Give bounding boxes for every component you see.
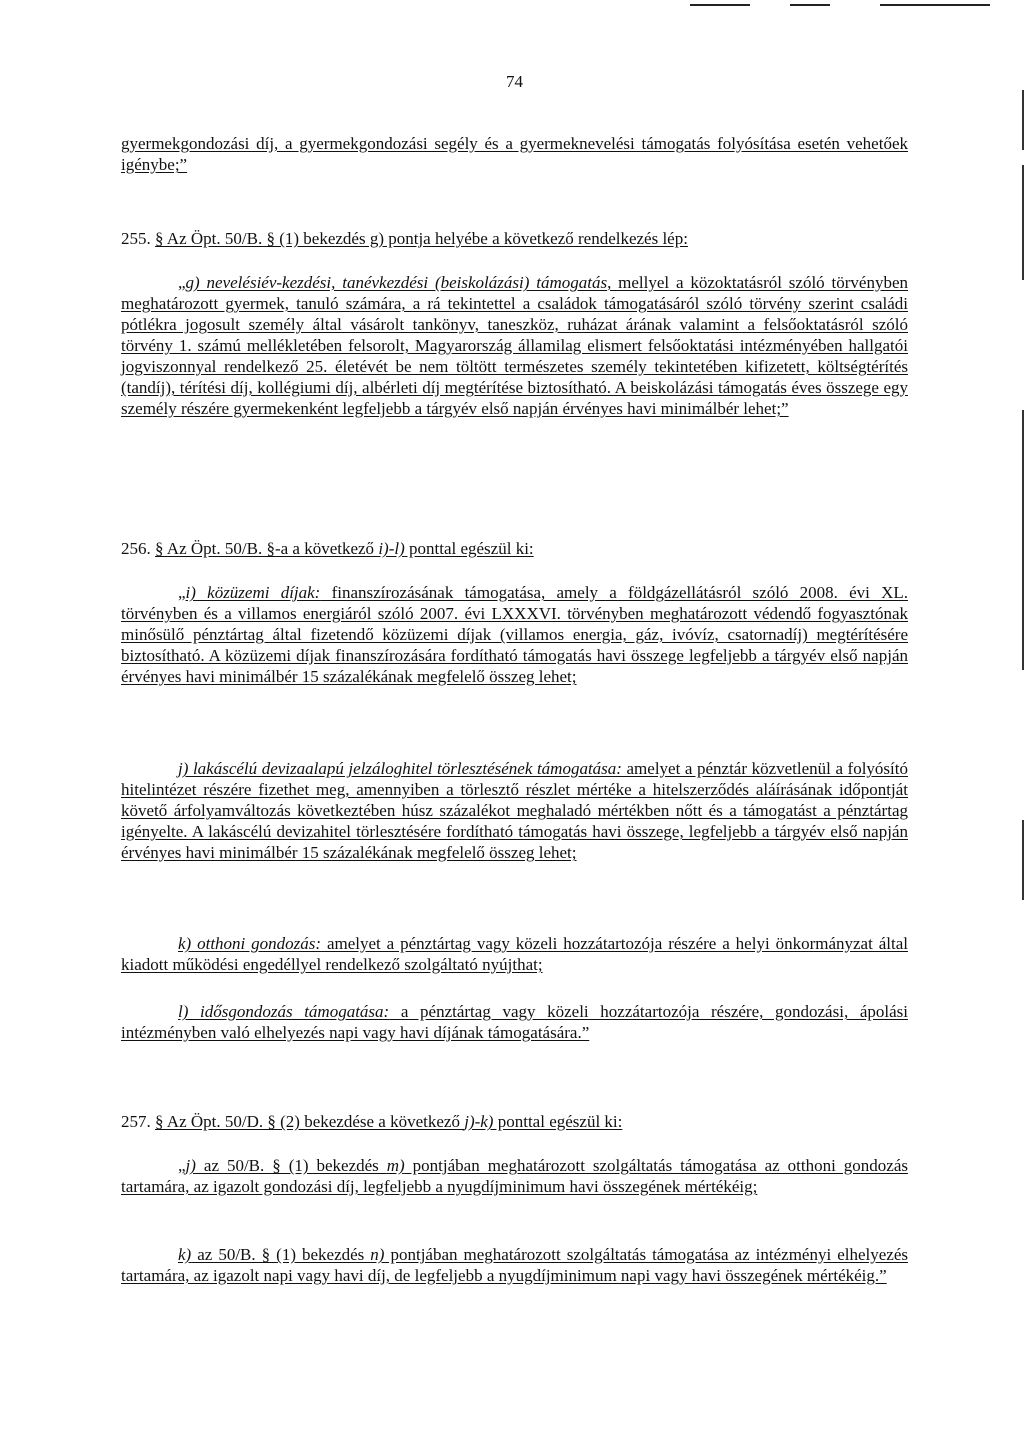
section-255-number: 255. — [121, 229, 155, 248]
point-257-j-text-b: pontjában meghatározott szolgáltatás támogatása az otthoni gondozás tartamára, az igazolt gondozási díj, legfeljebb a nyugdíjminimum havi összegének mértékéig; — [121, 1156, 908, 1196]
point-i-label: i) közüzemi díjak: — [185, 583, 321, 602]
point-257-j-text-a: az 50/B. § (1) bekezdés — [195, 1156, 387, 1175]
point-257-j-label: j) — [185, 1156, 196, 1175]
section-255-heading — [121, 228, 908, 249]
point-257-j-ref: m) — [386, 1156, 405, 1175]
document-page — [121, 0, 908, 1451]
point-257-k-ref: n) — [370, 1245, 385, 1264]
point-k-label: k) otthoni gondozás: — [178, 934, 322, 953]
quote-open-257: „ — [178, 1156, 186, 1175]
section-257-heading — [121, 1111, 908, 1132]
section-257-number: 257. — [121, 1112, 155, 1131]
section-257-title-points: j)-k) — [464, 1112, 494, 1131]
point-j-label: j) lakáscélú devizaalapú jelzáloghitel törlesztésének támogatása: — [178, 759, 622, 778]
quote-open-i: „ — [178, 583, 186, 602]
point-257-k-text-a: az 50/B. § (1) bekezdés — [191, 1245, 371, 1264]
section-256-title-points: i)-l) — [378, 539, 405, 558]
point-257-k-label: k) — [178, 1245, 192, 1264]
point-g-label: g) nevelésiév-kezdési, tanévkezdési (beiskolázási) támogatás — [185, 273, 608, 292]
section-257-paragraph-k — [121, 1244, 908, 1286]
point-g-text: , mellyel a közoktatásról szóló törvényben meghatározott gyermek, tanuló számára, a rá tekintettel a családok támogatásáról szóló törvény szerint családi pótlékra jogosult személy által vásárolt tankönyv, taneszköz, ruházat árának valamint a felsőoktatásról szóló törvény 1. számú mellékletében felsorolt, Magyarország államilag elismert felsőoktatási intézményében hallgatói jogviszonnyal rendelkező 25. életévét be nem töltött természetes személy tekintetében kifizetett, költségtérítés (tandíj), térítési díj, kollégiumi díj, albérleti díj megtérítése biztosítható. A beiskolázási támogatás éves összege egy személy részére gyermekenként legfeljebb a tárgyév első napján érvényes havi minimálbér lehet;” — [121, 273, 908, 418]
section-256-paragraph-i — [121, 582, 908, 687]
point-i-text: finanszírozásának támogatása, amely a földgázellátásról szóló 2008. évi XL. törvényben és a villamos energiáról szóló 2007. évi LXXXVI. törvényben meghatározott védendő fogyasztónak minősülő pénztártag által fizetendő közüzemi díjak (villamos energia, gáz, ivóvíz, csatornadíj) megtérítésére biztosítható. A közüzemi díjak finanszírozására fordítható támogatás havi összege legfeljebb a tárgyév első napján érvényes havi minimálbér 15 százalékának megfelelő összeg lehet; — [121, 583, 909, 686]
quote-open: „ — [178, 273, 186, 292]
page-number: 74 — [506, 72, 523, 91]
section-257-paragraph-j — [121, 1155, 908, 1197]
section-257-title-a: § Az Öpt. 50/D. § (2) bekezdése a következő — [155, 1112, 465, 1131]
section-256-title-a: § Az Öpt. 50/B. §-a a következő — [155, 539, 379, 558]
section-256-paragraph-j — [121, 758, 908, 863]
point-j-text: amelyet a pénztár közvetlenül a folyósító hitelintézet részére fizethet meg, amennyiben a törlesztő részlet mértéke a hitelszerződés aláírásának időpontját követő árfolyamváltozás következtében húsz százalékot meghaladó mértékben nőtt és a támogatást a pénztártag igényelte. A lakáscélú devizahitel törlesztésére fordítható támogatás havi összege, legfeljebb a tárgyév első napján érvényes havi minimálbér 15 százalékának megfelelő összeg lehet; — [121, 759, 908, 862]
point-l-text: a pénztártag vagy közeli hozzátartozója részére, gondozási, ápolási intézményben való elhelyezés napi vagy havi díjának támogatására.” — [121, 1002, 908, 1042]
section-256-paragraph-k — [121, 933, 908, 975]
section-256-paragraph-l — [121, 1001, 908, 1043]
section-257-title-c: ponttal egészül ki: — [493, 1112, 623, 1131]
intro-text: gyermekgondozási díj, a gyermekgondozási segély és a gyermeknevelési támogatás folyósítása esetén vehetőek igénybe;” — [121, 134, 908, 174]
section-255-title: § Az Öpt. 50/B. § (1) bekezdés g) pontja helyébe a következő rendelkezés lép: — [155, 229, 688, 248]
section-256-title-c: ponttal egészül ki: — [404, 539, 534, 558]
point-k-text: amelyet a pénztártag vagy közeli hozzátartozója részére a helyi önkormányzat által kiadott működési engedéllyel rendelkező szolgáltató nyújthat; — [121, 934, 908, 974]
intro-paragraph — [121, 133, 908, 175]
section-255-paragraph-g — [121, 272, 908, 419]
point-257-k-text-b: pontjában meghatározott szolgáltatás támogatása az intézményi elhelyezés tartamára, az igazolt napi vagy havi díj, de legfeljebb a nyugdíjminimum napi vagy havi összegének mértékéig.” — [121, 1245, 908, 1285]
section-256-heading — [121, 538, 908, 559]
point-l-label: l) idősgondozás támogatása: — [178, 1002, 390, 1021]
section-256-number: 256. — [121, 539, 155, 558]
